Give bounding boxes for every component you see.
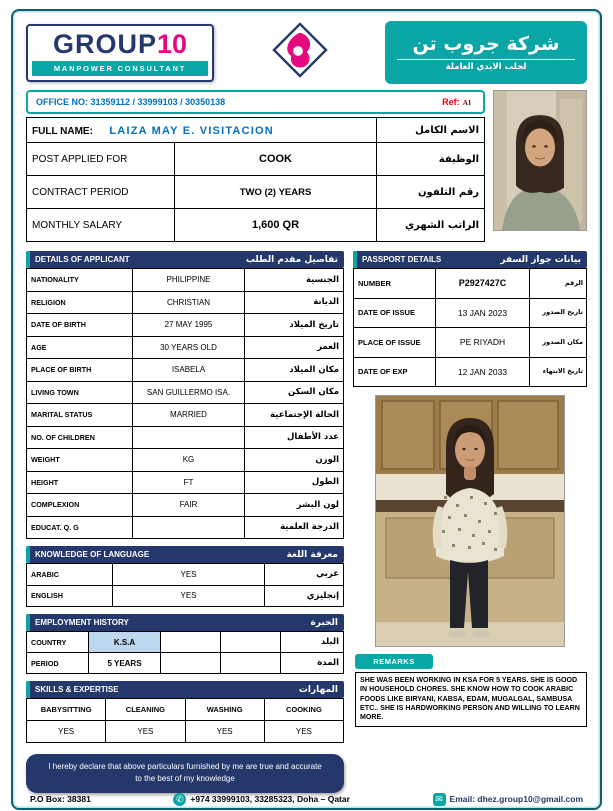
passport-value: 13 JAN 2023 xyxy=(436,298,530,328)
empty-cell xyxy=(161,632,221,653)
section-title-arabic: المهارات xyxy=(298,684,338,695)
right-column xyxy=(353,251,587,793)
skill-column: WASHING xyxy=(185,699,264,721)
employment-arabic: البلد xyxy=(281,632,344,653)
empty-cell xyxy=(221,653,281,674)
table-row xyxy=(354,328,587,358)
employment-value: 5 YEARS xyxy=(89,653,161,674)
employment-label: COUNTRY xyxy=(27,632,89,653)
table-row xyxy=(27,404,344,427)
employment-arabic: المدة xyxy=(281,653,344,674)
applicant-photo-full xyxy=(375,395,565,647)
skill-value: YES xyxy=(185,721,264,743)
declaration-statement: I hereby declare that above particulars furnished by me are true and accurate to the best of my knowledge xyxy=(26,754,344,793)
detail-value: PHILIPPINE xyxy=(133,269,245,292)
detail-value: SAN GUILLERMO ISA. xyxy=(133,381,245,404)
detail-label: RELIGION xyxy=(27,291,133,314)
language-value: YES xyxy=(113,564,265,586)
section-title-arabic: معرفة اللغة xyxy=(286,549,338,560)
language-arabic: عربي xyxy=(265,564,344,586)
logo-text-group: GROUP xyxy=(52,28,157,59)
phone-contact xyxy=(173,793,350,806)
full-name-arabic: الاسم الكامل xyxy=(377,118,485,143)
table-row xyxy=(27,653,344,674)
employment-label: PERIOD xyxy=(27,653,89,674)
section-header-employment-history xyxy=(26,614,344,631)
detail-value: ISABELA xyxy=(133,359,245,382)
detail-value: FT xyxy=(133,471,245,494)
detail-arabic: مكان الميلاد xyxy=(245,359,344,382)
detail-value: KG xyxy=(133,449,245,472)
logo-text-10: 10 xyxy=(156,28,188,59)
detail-arabic: العمر xyxy=(245,336,344,359)
skill-column: CLEANING xyxy=(106,699,185,721)
skill-value: YES xyxy=(264,721,343,743)
detail-label: DATE OF BIRTH xyxy=(27,314,133,337)
language-label: ARABIC xyxy=(27,564,113,586)
table-row xyxy=(354,298,587,328)
email-icon: ✉ xyxy=(433,793,446,806)
section-header-details-of-applicant xyxy=(26,251,344,268)
remarks-title: REMARKS xyxy=(355,654,433,669)
email-contact xyxy=(433,793,583,806)
table-row xyxy=(27,632,344,653)
detail-label: AGE xyxy=(27,336,133,359)
summary-label: MONTHLY SALARY xyxy=(27,209,175,242)
detail-arabic: عدد الأطفال xyxy=(245,426,344,449)
detail-arabic: الديانة xyxy=(245,291,344,314)
summary-table xyxy=(26,117,485,242)
detail-value: CHRISTIAN xyxy=(133,291,245,314)
passport-arabic: مكان الصدور xyxy=(530,328,587,358)
section-title: EMPLOYMENT HISTORY xyxy=(35,618,129,627)
passport-arabic: تاريخ الصدور xyxy=(530,298,587,328)
employment-value: K.S.A xyxy=(89,632,161,653)
detail-arabic: مكان السكن xyxy=(245,381,344,404)
logo-wordmark xyxy=(32,29,208,60)
skill-value: YES xyxy=(106,721,185,743)
detail-label: LIVING TOWN xyxy=(27,381,133,404)
table-row xyxy=(27,381,344,404)
table-row xyxy=(27,699,344,721)
detail-label: PLACE OF BIRTH xyxy=(27,359,133,382)
empty-cell xyxy=(161,653,221,674)
detail-value: 27 MAY 1995 xyxy=(133,314,245,337)
empty-cell xyxy=(221,632,281,653)
detail-value xyxy=(133,426,245,449)
table-row xyxy=(27,426,344,449)
document-header xyxy=(26,19,587,86)
section-title-arabic: الخبرة xyxy=(310,617,338,628)
detail-value: MARRIED xyxy=(133,404,245,427)
table-row xyxy=(27,209,485,242)
ref-label: Ref: xyxy=(442,97,460,107)
section-header-skills-expertise xyxy=(26,681,344,698)
detail-label: NATIONALITY xyxy=(27,269,133,292)
skills-table xyxy=(26,698,344,743)
detail-arabic: الدرجة العلمية xyxy=(245,516,344,539)
full-name-cell xyxy=(27,118,377,143)
summary-arabic: الوظيفة xyxy=(377,143,485,176)
diamond-logo-icon xyxy=(269,19,331,81)
detail-arabic: لون البشر xyxy=(245,494,344,517)
phone-icon: ✆ xyxy=(173,793,186,806)
language-table xyxy=(26,563,344,607)
section-title-arabic: تفاصيل مقدم الطلب xyxy=(245,254,338,265)
table-row xyxy=(27,118,485,143)
summary-value: COOK xyxy=(175,143,377,176)
section-header-knowledge-of-language xyxy=(26,546,344,563)
table-row xyxy=(27,269,344,292)
detail-label: EDUCAT. Q. G xyxy=(27,516,133,539)
detail-arabic: الجنسية xyxy=(245,269,344,292)
logo-banner-text: MANPOWER CONSULTANT xyxy=(32,61,208,76)
main-columns xyxy=(26,251,587,793)
company-name-arabic-box xyxy=(385,21,587,84)
language-value: YES xyxy=(113,585,265,607)
document-footer xyxy=(26,793,587,808)
summary-label: POST APPLIED FOR xyxy=(27,143,175,176)
table-row xyxy=(27,314,344,337)
language-label: ENGLISH xyxy=(27,585,113,607)
full-name-value: LAIZA MAY E. VISITACION xyxy=(109,125,274,137)
ref-value: AI xyxy=(462,98,471,107)
table-row xyxy=(27,516,344,539)
detail-value xyxy=(133,516,245,539)
applicant-details-table xyxy=(26,268,344,539)
section-header-passport-details xyxy=(353,251,587,268)
company-tagline-arabic: لجلب الايدي العاملة xyxy=(397,59,575,72)
skill-column: COOKING xyxy=(264,699,343,721)
remarks-section xyxy=(353,654,587,727)
diamond-logo xyxy=(269,19,331,86)
section-title: DETAILS OF APPLICANT xyxy=(35,255,130,264)
passport-value: 12 JAN 2033 xyxy=(436,357,530,387)
passport-value: P2927427C xyxy=(436,269,530,299)
table-row xyxy=(27,585,344,607)
detail-label: HEIGHT xyxy=(27,471,133,494)
document-page xyxy=(11,9,602,810)
full-name-label: FULL NAME: xyxy=(32,126,93,137)
detail-value: 30 YEARS OLD xyxy=(133,336,245,359)
table-row xyxy=(27,143,485,176)
passport-label: NUMBER xyxy=(354,269,436,299)
detail-label: NO. OF CHILDREN xyxy=(27,426,133,449)
summary-value: TWO (2) YEARS xyxy=(175,176,377,209)
detail-arabic: الوزن xyxy=(245,449,344,472)
email-address: Email: dhez.group10@gmail.com xyxy=(449,794,583,805)
po-box: P.O Box: 38381 xyxy=(30,794,91,805)
table-row xyxy=(27,336,344,359)
passport-label: DATE OF EXP xyxy=(354,357,436,387)
skill-value: YES xyxy=(27,721,106,743)
table-row xyxy=(354,269,587,299)
table-row xyxy=(27,721,344,743)
summary-arabic: الراتب الشهري xyxy=(377,209,485,242)
detail-label: COMPLEXION xyxy=(27,494,133,517)
table-row xyxy=(27,471,344,494)
passport-table xyxy=(353,268,587,387)
table-row xyxy=(27,359,344,382)
top-section xyxy=(26,90,587,242)
detail-label: MARITAL STATUS xyxy=(27,404,133,427)
language-arabic: إنجليزي xyxy=(265,585,344,607)
passport-arabic: تاريخ الانتهاء xyxy=(530,357,587,387)
skill-column: BABYSITTING xyxy=(27,699,106,721)
table-row xyxy=(27,176,485,209)
summary-value: 1,600 QR xyxy=(175,209,377,242)
table-row xyxy=(27,291,344,314)
applicant-photo-small xyxy=(493,90,587,231)
company-name-arabic: شركة جروب تن xyxy=(412,33,560,56)
passport-arabic: الرقم xyxy=(530,269,587,299)
applicant-photo-small-image xyxy=(494,91,586,230)
phone-numbers: +974 33999103, 33285323, Doha – Qatar xyxy=(190,794,350,805)
office-numbers: OFFICE NO: 31359112 / 33999103 / 30350138 xyxy=(36,97,226,107)
summary-arabic: رقم التلفون xyxy=(377,176,485,209)
left-column xyxy=(26,251,344,793)
section-title: PASSPORT DETAILS xyxy=(362,255,442,264)
passport-label: DATE OF ISSUE xyxy=(354,298,436,328)
table-row xyxy=(354,357,587,387)
reference xyxy=(442,97,471,107)
detail-arabic: تاريخ الميلاد xyxy=(245,314,344,337)
group10-logo xyxy=(26,24,214,82)
section-title-arabic: بيانات جواز السفر xyxy=(500,254,581,265)
passport-value: PE RIYADH xyxy=(436,328,530,358)
detail-arabic: الحالة الإجتماعية xyxy=(245,404,344,427)
section-title: SKILLS & EXPERTISE xyxy=(35,685,119,694)
summary-label: CONTRACT PERIOD xyxy=(27,176,175,209)
employment-table xyxy=(26,631,344,674)
table-row xyxy=(27,564,344,586)
detail-label: WEIGHT xyxy=(27,449,133,472)
detail-arabic: الطول xyxy=(245,471,344,494)
passport-label: PLACE OF ISSUE xyxy=(354,328,436,358)
table-row xyxy=(27,449,344,472)
office-number-bar xyxy=(26,90,485,114)
table-row xyxy=(27,494,344,517)
remarks-text: SHE WAS BEEN WORKING IN KSA FOR 5 YEARS. SHE IS GOOD IN HOUSEHOLD CHORES. SHE KNOW HOW TO COOK ARABIC FOODS LIKE BIRYANI, KABSA, EDAM, MUGALGAL, SAMBUSA ETC.. SHE IS HARDWORKING PERSON AND WILLING TO LEARN MORE. xyxy=(355,672,587,727)
applicant-photo-full-image xyxy=(376,396,564,646)
detail-value: FAIR xyxy=(133,494,245,517)
section-title: KNOWLEDGE OF LANGUAGE xyxy=(35,550,150,559)
